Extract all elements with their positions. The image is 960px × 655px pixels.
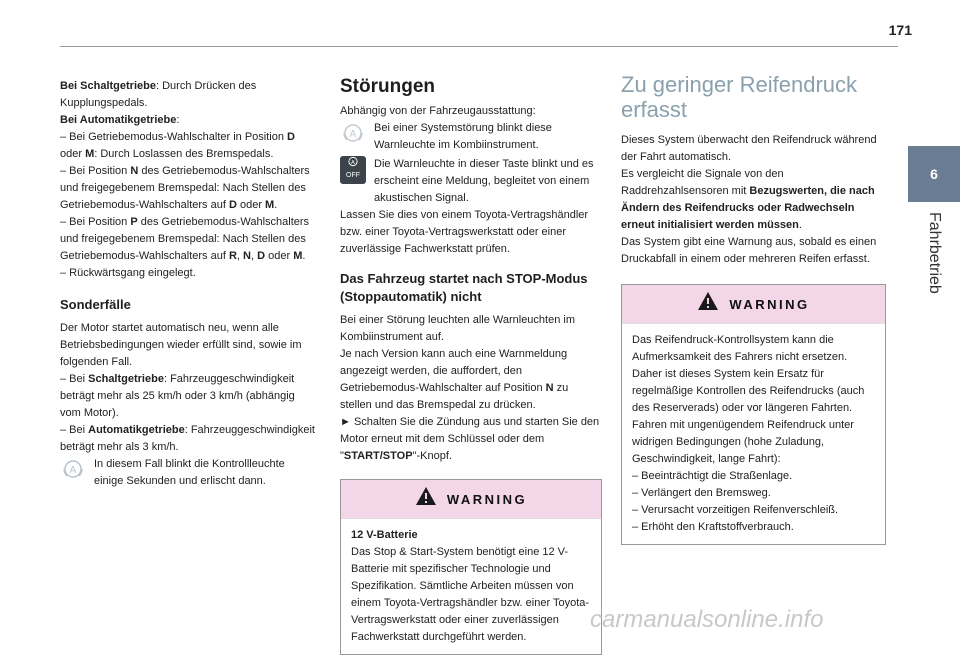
warning-subtitle: 12 V-Batterie bbox=[351, 529, 418, 541]
heading-reifendruck: Zu geringer Reifendruck erfasst bbox=[621, 72, 858, 122]
list-item: – Verursacht vorzeitigen Reifenverschleiß. bbox=[632, 504, 839, 516]
icon-note bbox=[340, 156, 602, 207]
svg-text:A: A bbox=[349, 129, 357, 140]
warning-header bbox=[622, 285, 885, 324]
watermark: carmanualsonline.info bbox=[590, 606, 824, 633]
list-item: – Bei Position P des Getriebemodus-Wahlschalters und freigegebenem Bremspedal: Nach Stellen des Getriebemodus-Wahlschalters auf R, N, D oder M. bbox=[60, 216, 310, 262]
icon-note-text: Bei einer Systemstörung blinkt diese Warnleuchte im Kombiinstrument. bbox=[374, 122, 552, 151]
list-item: – Bei Position N des Getriebemodus-Wahlschalters und freigegebenem Bremspedal: Nach Stellen des Getriebemodus-Wahlschalters auf D oder M. bbox=[60, 165, 310, 211]
para-2: Es vergleicht die Signale von den Raddrehzahlsensoren mit Bezugswerten, die nach Ändern des Reifendrucks oder Radwechseln erneut initialisiert werden müssen. bbox=[621, 168, 875, 231]
list-item: – Verlängert den Bremsweg. bbox=[632, 487, 771, 499]
para-stop-1: Bei einer Störung leuchten alle Warnleuchten im Kombiinstrument auf. bbox=[340, 314, 576, 343]
column-middle bbox=[340, 78, 602, 655]
warning-para: Das Reifendruck-Kontrollsystem kann die Aufmerksamkeit des Fahrers nicht ersetzen. bbox=[632, 334, 848, 363]
para-intro: Abhängig von der Fahrzeugausstattung: bbox=[340, 105, 536, 117]
warning-title: WARNING bbox=[729, 296, 810, 312]
icon-note bbox=[60, 456, 316, 490]
icon-note-text: In diesem Fall blinkt die Kontrollleuchte einige Sekunden und erlischt dann. bbox=[94, 458, 285, 487]
heading-stop-mode: Das Fahrzeug startet nach STOP-Modus (Stoppautomatik) nicht bbox=[340, 271, 588, 304]
warning-lamp-icon bbox=[340, 120, 366, 146]
off-label: OFF bbox=[346, 172, 360, 179]
column-left bbox=[60, 78, 316, 490]
para-automatic: Bei Automatikgetriebe: bbox=[60, 114, 180, 126]
page-number: 171 bbox=[888, 22, 912, 38]
chapter-tab[interactable]: 6 bbox=[908, 146, 960, 202]
heading-stoerungen: Störungen bbox=[340, 76, 435, 97]
warning-para: Daher ist dieses System kein Ersatz für regelmäßige Kontrollen des Reifendrucks (auch des Reserverads) oder vor längeren Fahrten. bbox=[632, 368, 865, 414]
warning-box bbox=[621, 284, 886, 545]
list-item: – Rückwärtsgang eingelegt. bbox=[60, 267, 196, 279]
list-item: – Erhöht den Kraftstoffverbrauch. bbox=[632, 521, 794, 533]
list-item: – Bei Automatikgetriebe: Fahrzeuggeschwindigkeit beträgt mehr als 3 km/h. bbox=[60, 424, 315, 453]
para-stop-2: Je nach Version kann auch eine Warnmeldung angezeigt werden, die auffordert, den Getriebemodus-Wahlschalter auf Position N zu stellen und das Bremspedal zu drücken. bbox=[340, 348, 569, 411]
svg-text:A: A bbox=[351, 159, 355, 166]
list-item: – Bei Schaltgetriebe: Fahrzeuggeschwindigkeit beträgt mehr als 25 km/h oder 3 km/h (abhängig vom Motor). bbox=[60, 373, 295, 419]
warning-box bbox=[340, 479, 602, 655]
para-check: Lassen Sie dies von einem Toyota-Vertragshändler bzw. einer Toyota-Vertragswerkstatt oder einer zuverlässige Fachwerkstatt prüfen. bbox=[340, 209, 589, 255]
para-manual: Bei Schaltgetriebe: Durch Drücken des Kupplungspedals. bbox=[60, 80, 257, 109]
stop-start-off-button-icon bbox=[340, 156, 366, 182]
icon-note bbox=[340, 120, 602, 154]
stop-start-lamp-icon bbox=[60, 456, 86, 482]
warning-body bbox=[622, 324, 885, 544]
warning-title: WARNING bbox=[446, 491, 528, 507]
warning-text: Das Stop & Start-System benötigt eine 12 V-Batterie mit spezifischer Technologie und Spezifikation. Sämtliche Arbeiten müssen von einem Toyota-Vertragshändler bzw. einer Toyota-Vertragswerkstatt oder einer zuverlässigen Fachwerkstatt durchgeführt werden. bbox=[351, 546, 590, 643]
para-sonderfaelle: Der Motor startet automatisch neu, wenn alle Betriebsbedingungen wieder erfüllt sind, sowie im folgenden Fall. bbox=[60, 322, 302, 368]
warning-header bbox=[341, 480, 601, 519]
chapter-title: Fahrbetrieb bbox=[926, 212, 943, 294]
warning-para: Fahren mit ungenügendem Reifendruck unter widrigen Bedingungen (hohe Zuladung, Geschwindigkeit, lange Fahrt): bbox=[632, 419, 854, 465]
list-item: – Beeinträchtigt die Straßenlage. bbox=[632, 470, 793, 482]
warning-body bbox=[341, 519, 601, 654]
svg-text:A: A bbox=[69, 465, 77, 476]
heading-sonderfaelle: Sonderfälle bbox=[60, 297, 131, 312]
para-stop-3: ► Schalten Sie die Zündung aus und starten Sie den Motor erneut mit dem Schlüssel oder dem "START/STOP"-Knopf. bbox=[340, 416, 600, 462]
column-right bbox=[621, 72, 886, 545]
icon-note-text: Die Warnleuchte in dieser Taste blinkt und es erscheint eine Meldung, begleitet von einem akustischen Signal. bbox=[374, 158, 594, 204]
para-1: Dieses System überwacht den Reifendruck während der Fahrt automatisch. bbox=[621, 134, 877, 163]
warning-triangle-icon bbox=[415, 486, 437, 512]
para-3: Das System gibt eine Warnung aus, sobald es einen Druckabfall in einem oder mehreren Reifen erfasst. bbox=[621, 236, 877, 265]
list-item: – Bei Getriebemodus-Wahlschalter in Position D oder M: Durch Loslassen des Bremspedals. bbox=[60, 131, 295, 160]
warning-triangle-icon bbox=[697, 291, 719, 317]
header-rule bbox=[60, 46, 898, 47]
